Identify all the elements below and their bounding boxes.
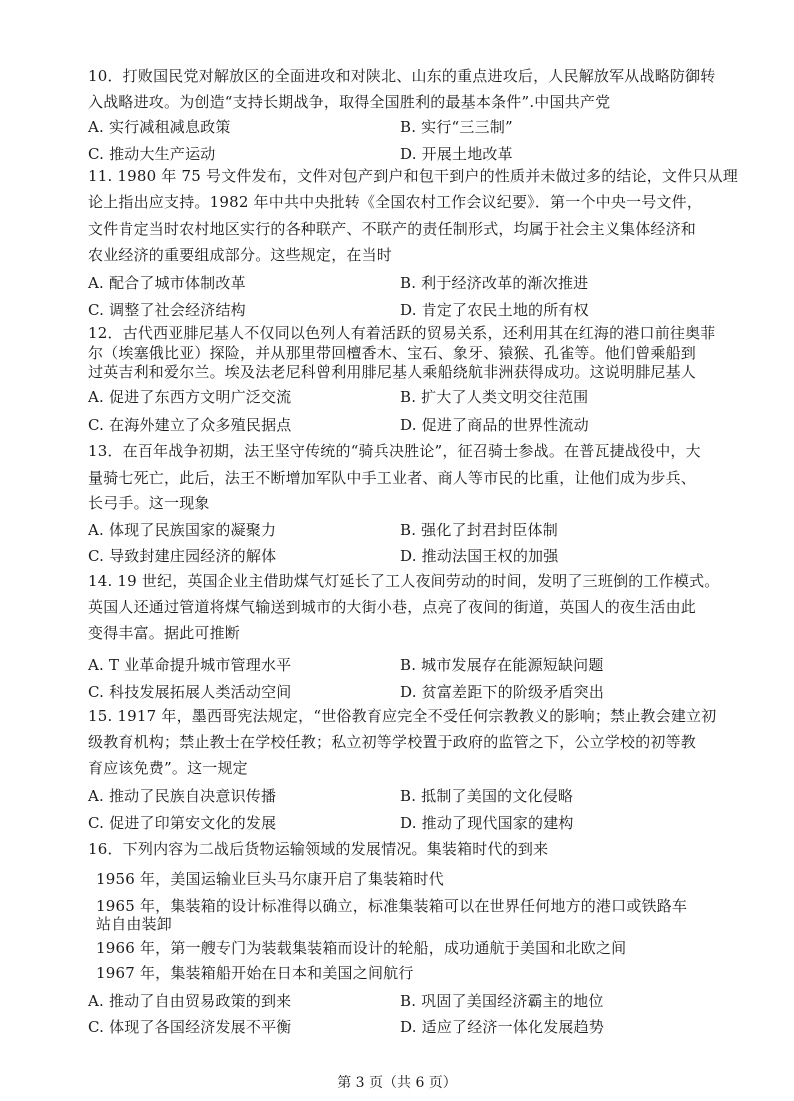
question-stem-line: 入战略进攻。为创造“支持长期战争，取得全国胜利的最基本条件”.中国共产党 [88, 93, 611, 111]
option-b: B. 扩大了人类文明交往范围 [400, 388, 589, 406]
question-stem-line: 长弓手。这一现象 [88, 494, 210, 512]
option-d: D. 促进了商品的世界性流动 [400, 416, 589, 434]
question-stem-line: 过英吉利和爱尔兰。埃及法老尼科曾利用腓尼基人乘船绕航非洲获得成功。这说明腓尼基人 [88, 363, 697, 381]
question-stem-line: 论上指出应支持。1982 年中共中央批转《全国农村工作会议纪要》．第一个中央一号文件， [88, 193, 703, 211]
option-b: B. 巩固了美国经济霸主的地位 [400, 992, 604, 1010]
option-d: D. 开展土地改革 [400, 145, 513, 163]
page-number: 第 3 页（共 6 页） [337, 1075, 457, 1091]
option-a: A. T 业革命提升城市管理水平 [88, 656, 292, 674]
option-c: C. 科技发展拓展人类活动空间 [88, 683, 292, 701]
material-line: 1956 年，美国运输业巨头马尔康开启了集装箱时代 [96, 870, 444, 888]
option-c: C. 在海外建立了众多殖民据点 [88, 416, 292, 434]
option-d: D. 推动法国王权的加强 [400, 547, 559, 565]
option-c: C. 导致封建庄园经济的解体 [88, 547, 277, 565]
question-stem-line: 量骑七死亡，此后，法王不断增加军队中手工业者、商人等市民的比重，让他们成为步兵、 [88, 469, 697, 487]
option-a: A. 实行减租减息政策 [88, 118, 231, 136]
option-b: B. 强化了封君封臣体制 [400, 521, 558, 539]
option-d: D. 肯定了农民土地的所有权 [400, 301, 589, 319]
option-c: C. 体现了各国经济发展不平衡 [88, 1018, 292, 1036]
question-stem-line: 文件肯定当时农村地区实行的各种联产、不联产的责任制形式，均属于社会主义集体经济和 [88, 220, 697, 238]
option-a: A. 推动了自由贸易政策的到来 [88, 992, 292, 1010]
question-stem-line: 15. 1917 年，墨西哥宪法规定，“世俗教育应完全不受任何宗教教义的影响；禁止教会建立初 [88, 707, 717, 725]
option-d: D. 适应了经济一体化发展趋势 [400, 1018, 605, 1036]
question-stem-line: 英国人还通过管道将煤气输送到城市的大街小巷，点亮了夜间的街道，英国人的夜生活由此 [88, 598, 697, 616]
material-line: 1966 年，第一艘专门为装载集装箱而设计的轮船，成功通航于美国和北欧之间 [96, 939, 627, 957]
question-stem-line: 10．打败国民党对解放区的全面进攻和对陕北、山东的重点进攻后，人民解放军从战略防御转 [88, 67, 716, 85]
option-d: D. 推动了现代国家的建构 [400, 814, 574, 832]
option-b: B. 城市发展存在能源短缺问题 [400, 656, 604, 674]
option-b: B. 抵制了美国的文化侵略 [400, 787, 574, 805]
question-stem-line: 12．古代西亚腓尼基人不仅同以色列人有着活跃的贸易关系，还利用其在红海的港口前往奥菲 [88, 324, 716, 342]
question-stem-line: 11. 1980 年 75 号文件发布，文件对包产到户和包干到户的性质并未做过多的结论，文件只从理 [88, 167, 738, 185]
question-stem-line: 尔（埃塞俄比亚）探险，并从那里带回檀香木、宝石、象牙、猿猴、孔雀等。他们曾乘船到 [88, 344, 697, 362]
option-b: B. 利于经济改革的渐次推进 [400, 274, 589, 292]
option-c: C. 推动大生产运动 [88, 145, 216, 163]
option-d: D. 贫富差距下的阶级矛盾突出 [400, 683, 605, 701]
question-stem-line: 变得丰富。据此可推断 [88, 624, 241, 642]
option-c: C. 调整了社会经济结构 [88, 301, 246, 319]
option-a: A. 推动了民族自决意识传播 [88, 787, 277, 805]
option-a: A. 促进了东西方文明广泛交流 [88, 388, 292, 406]
option-c: C. 促进了印第安文化的发展 [88, 814, 277, 832]
question-stem-line: 14. 19 世纪，英国企业主借助煤气灯延长了工人夜间劳动的时间，发明了三班倒的工作模式。 [88, 572, 720, 590]
option-b: B. 实行“三三制” [400, 118, 513, 136]
option-a: A. 配合了城市体制改革 [88, 274, 246, 292]
question-stem-line: 级教育机构；禁止教士在学校任教；私立初等学校置于政府的监管之下，公立学校的初等教 [88, 733, 697, 751]
question-stem-line: 16．下列内容为二战后货物运输领域的发展情况。集装箱时代的到来 [88, 840, 549, 858]
question-stem-line: 育应该免费”。这一规定 [88, 759, 248, 777]
material-line: 1965 年，集装箱的设计标准得以确立，标准集装箱可以在世界任何地方的港口或铁路车 [96, 897, 688, 915]
option-a: A. 体现了民族国家的凝聚力 [88, 521, 277, 539]
question-stem-line: 13．在百年战争初期，法王坚守传统的“骑兵决胜论”，征召骑士参战。在普瓦捷战役中，大 [88, 442, 701, 460]
material-line: 1967 年，集装箱船开始在日本和美国之间航行 [96, 964, 414, 982]
question-stem-line: 农业经济的重要组成部分。这些规定，在当时 [88, 246, 393, 264]
material-line: 站自由装卸 [96, 915, 173, 933]
